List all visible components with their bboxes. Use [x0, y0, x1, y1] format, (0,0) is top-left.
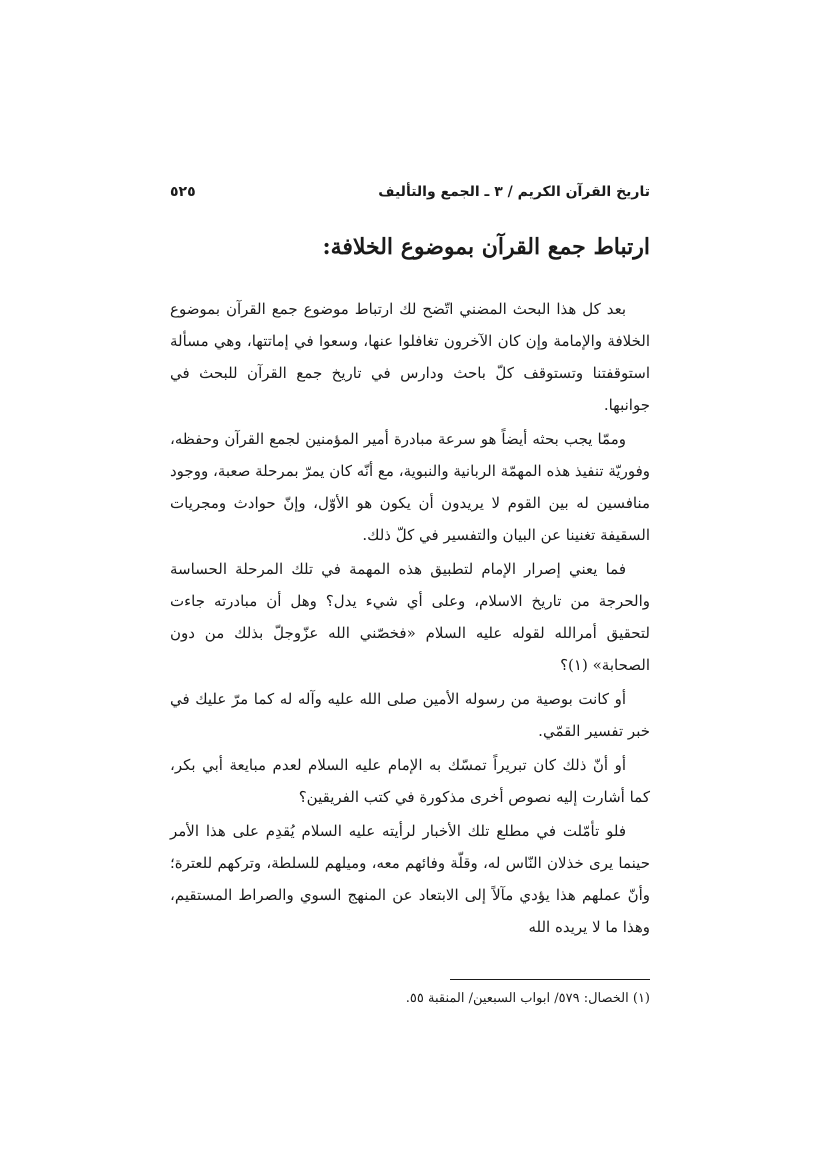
paragraph: فلو تأمّلت في مطلع تلك الأخبار لرأيته عليه السلام يُقدِم على هذا الأمر حينما يرى خذلان النّاس له، وقلّة وفائهم معه، وميلهم للسلطة، وتركهم للعترة؛ وأنّ عملهم هذا يؤدي مآلاً إلى الابتعاد عن المنهج السوي والصراط المستقيم، وهذا ما لا يريده الله — [170, 821, 650, 936]
paragraph: أو أنّ ذلك كان تبريراً تمسّك به الإمام عليه السلام لعدم مبايعة أبي بكر، كما أشارت إليه نصوص أخرى مذكورة في كتب الفريقين؟ — [170, 755, 650, 806]
section-heading: ارتباط جمع القرآن بموضوع الخلافة: — [322, 234, 650, 260]
footnote: (١) الخصال: ٥٧٩/ ابواب السبعين/ المنقبة ٥٥. — [405, 990, 650, 1006]
book-page — [170, 178, 650, 1010]
running-title: تاريخ القرآن الكريم / ٣ ـ الجمع والتأليف — [378, 184, 650, 200]
page-header — [170, 178, 650, 206]
page-number: ٥٢٥ — [170, 184, 196, 200]
paragraph: وممّا يجب بحثه أيضاً هو سرعة مبادرة أمير المؤمنين لجمع القرآن وحفظه، وفوريّة تنفيذ هذه المهمّة الربانية والنبوية، مع أنّه كان يمرّ بمرحلة صعبة، ووجود منافسين له بين القوم لا يريدون أن يكون هو الأوّل، وإنّ حوادث ومجريات السقيفة تغنينا عن البيان والتفسير في كلّ ذلك. — [170, 429, 650, 544]
paragraph: أو كانت بوصية من رسوله الأمين صلى الله عليه وآله له كما مرّ عليك في خبر تفسير القمّي. — [170, 689, 650, 740]
paragraph: بعد كل هذا البحث المضني اتّضح لك ارتباط موضوع جمع القرآن بموضوع الخلافة والإمامة وإن كان الآخرون تغافلوا عنها، وسعوا في إماتتها، وهي مسألة استوقفتنا وتستوقف كلّ باحث ودارس في تاريخ جمع القرآن للبحث في جوانبها. — [170, 299, 650, 414]
paragraph: فما يعني إصرار الإمام لتطبيق هذه المهمة في تلك المرحلة الحساسة والحرجة من تاريخ الاسلام، وعلى أي شيء يدل؟ وهل أن مبادرته جاءت لتحقيق أمرالله لقوله عليه السلام «فخصّني الله عزّوجلّ بذلك من دون الصحابة» (١)؟ — [170, 559, 650, 674]
body-text — [170, 293, 650, 943]
footnote-divider — [450, 979, 650, 980]
